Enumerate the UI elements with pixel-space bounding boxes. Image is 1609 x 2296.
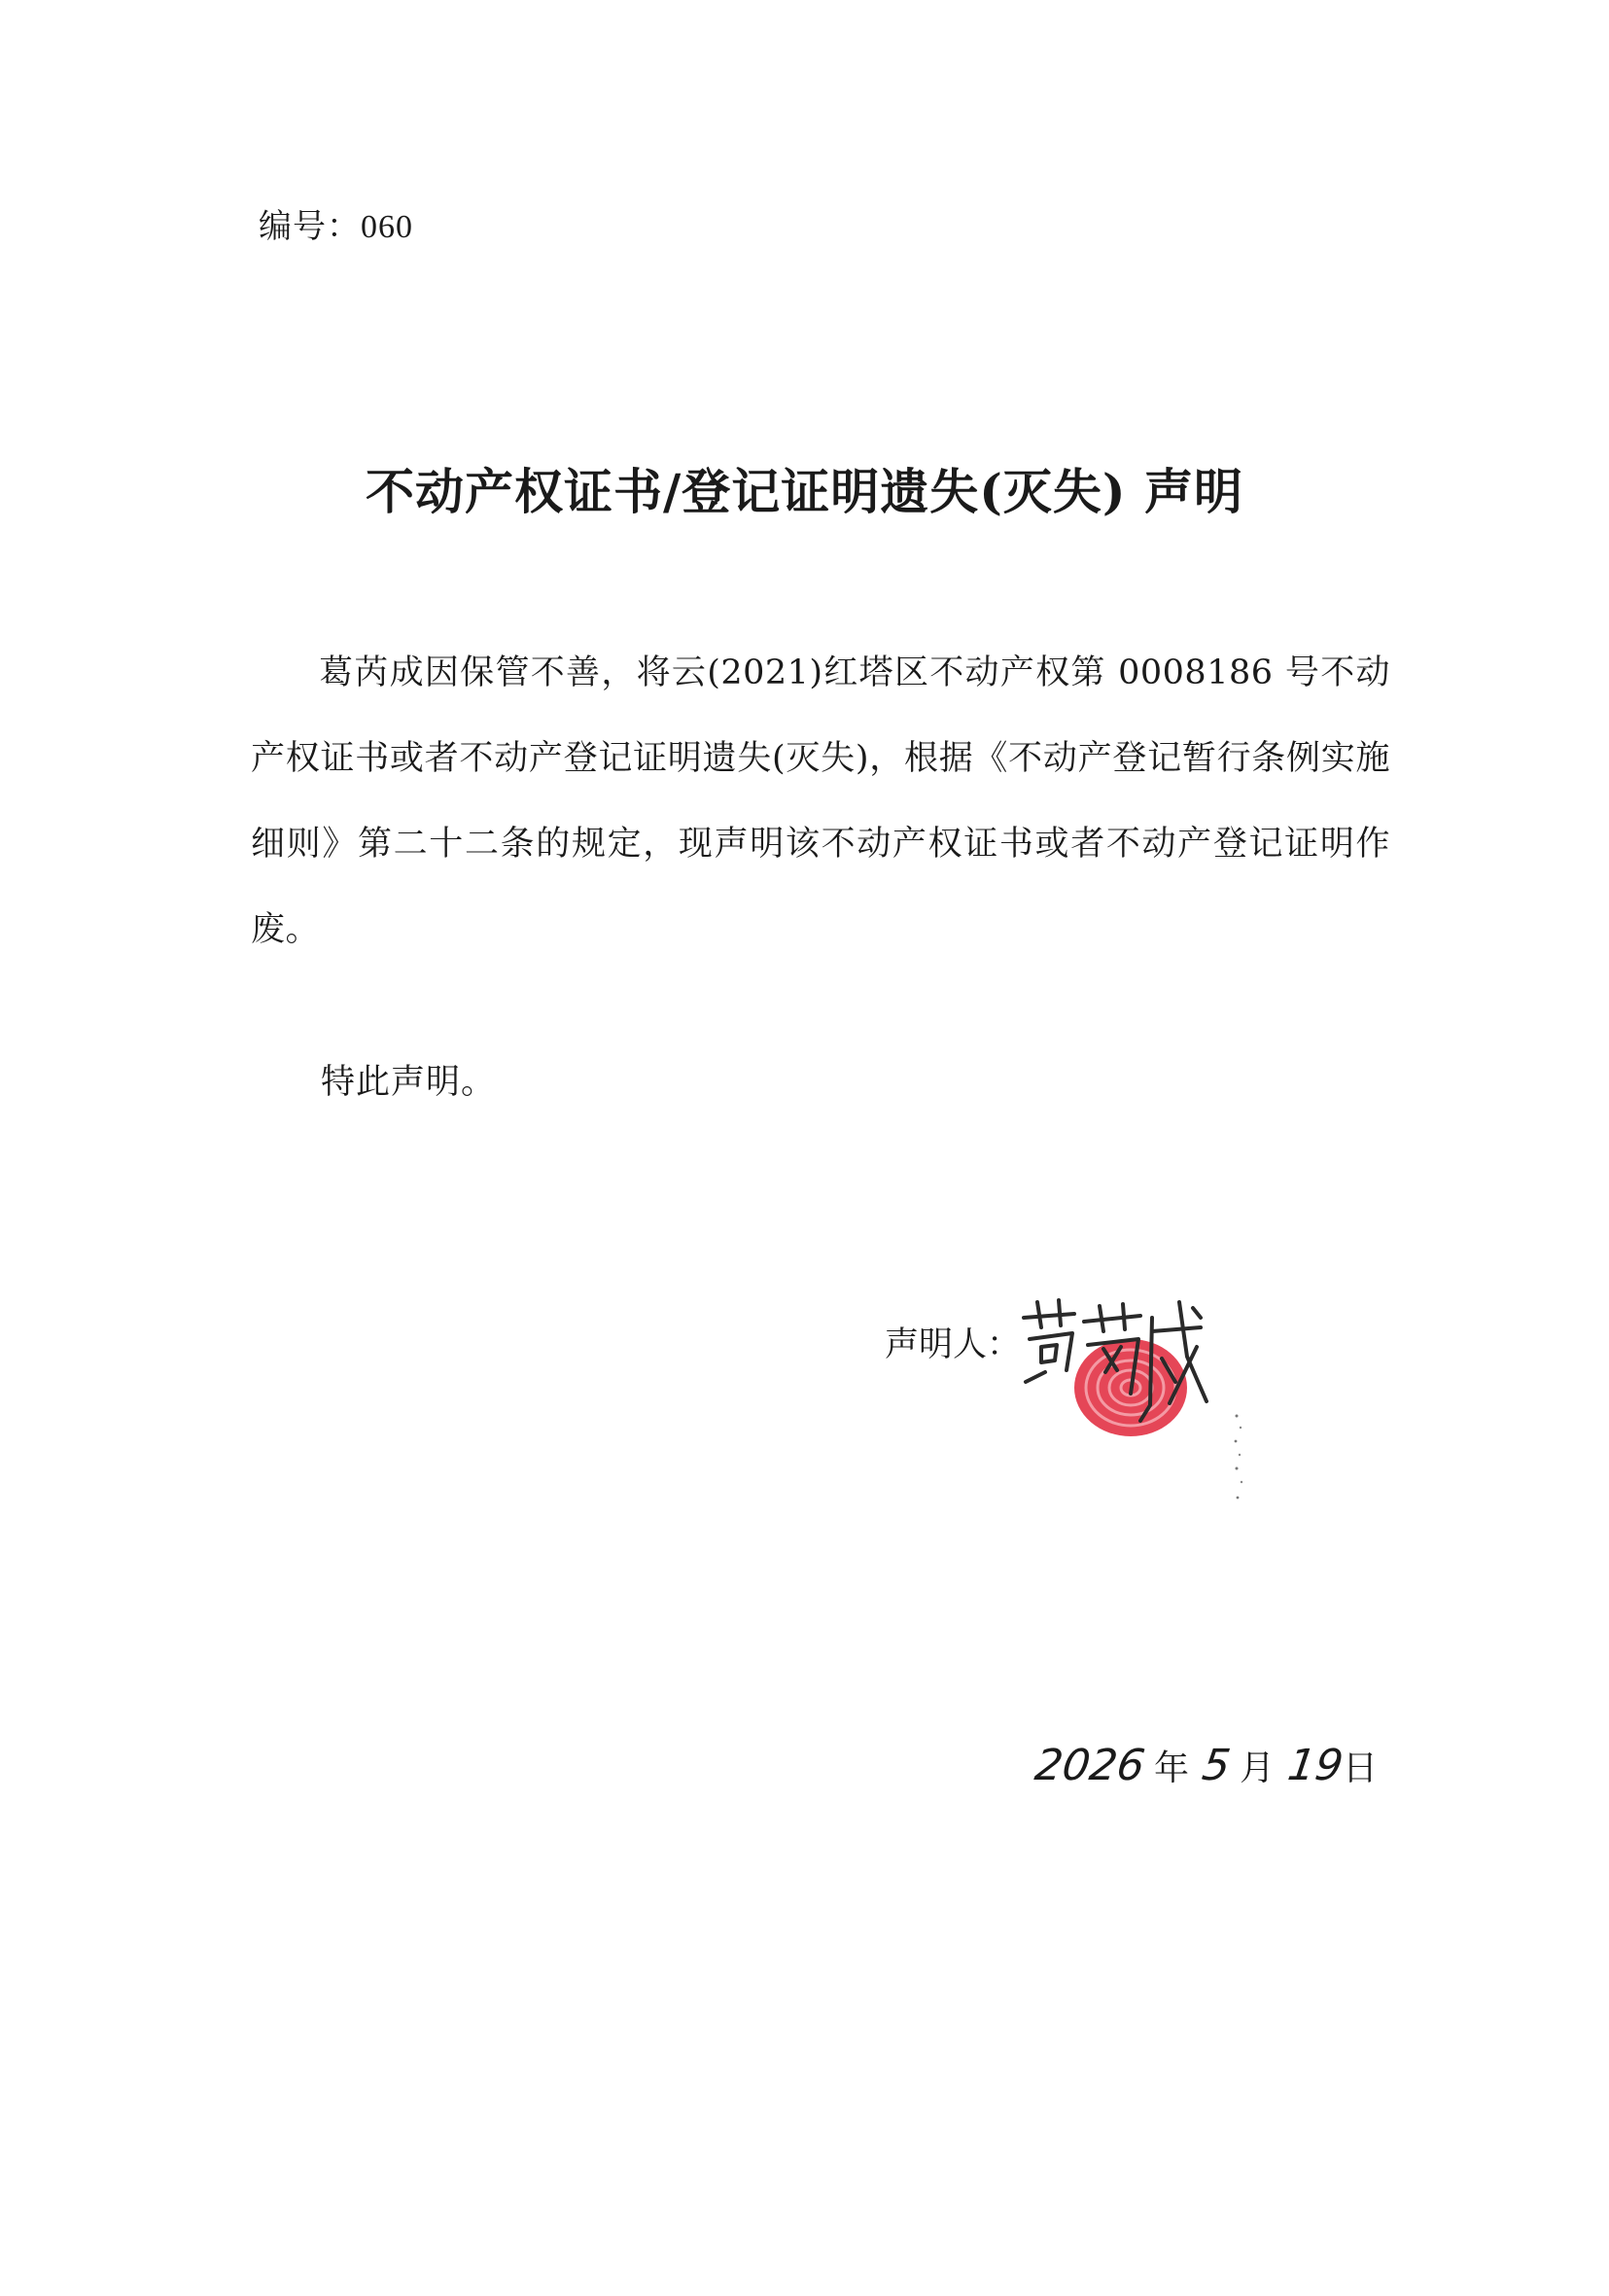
declaration-paragraph: 葛芮成因保管不善，将云(2021)红塔区不动产权第 0008186 号不动产权证书或者不动产登记证明遗失(灭失)，根据《不动产登记暂行条例实施细则》第二十二条的规定，现声明该不动产权证书或者不动产登记证明作废。	[251, 653, 1390, 949]
page-title: 不动产权证书/登记证明遗失(灭失) 声明	[366, 463, 1243, 520]
document-number	[259, 199, 413, 247]
document-number-label: 编号：	[259, 207, 361, 246]
date-year: 2026	[1032, 1741, 1148, 1790]
date-day: 19	[1284, 1741, 1347, 1790]
date-month-label: 月	[1240, 1748, 1276, 1788]
declarant-label: 声明人：	[885, 1325, 1022, 1364]
date-year-label: 年	[1153, 1748, 1189, 1788]
signing-date	[1032, 1741, 1379, 1790]
date-month: 5	[1199, 1741, 1234, 1790]
closing-statement: 特此声明。	[321, 1063, 497, 1102]
document-number-value: 060	[361, 209, 413, 245]
date-day-label: 日	[1343, 1748, 1379, 1788]
signature-with-fingerprint	[1016, 1289, 1210, 1444]
scan-speckle	[1233, 1410, 1244, 1507]
